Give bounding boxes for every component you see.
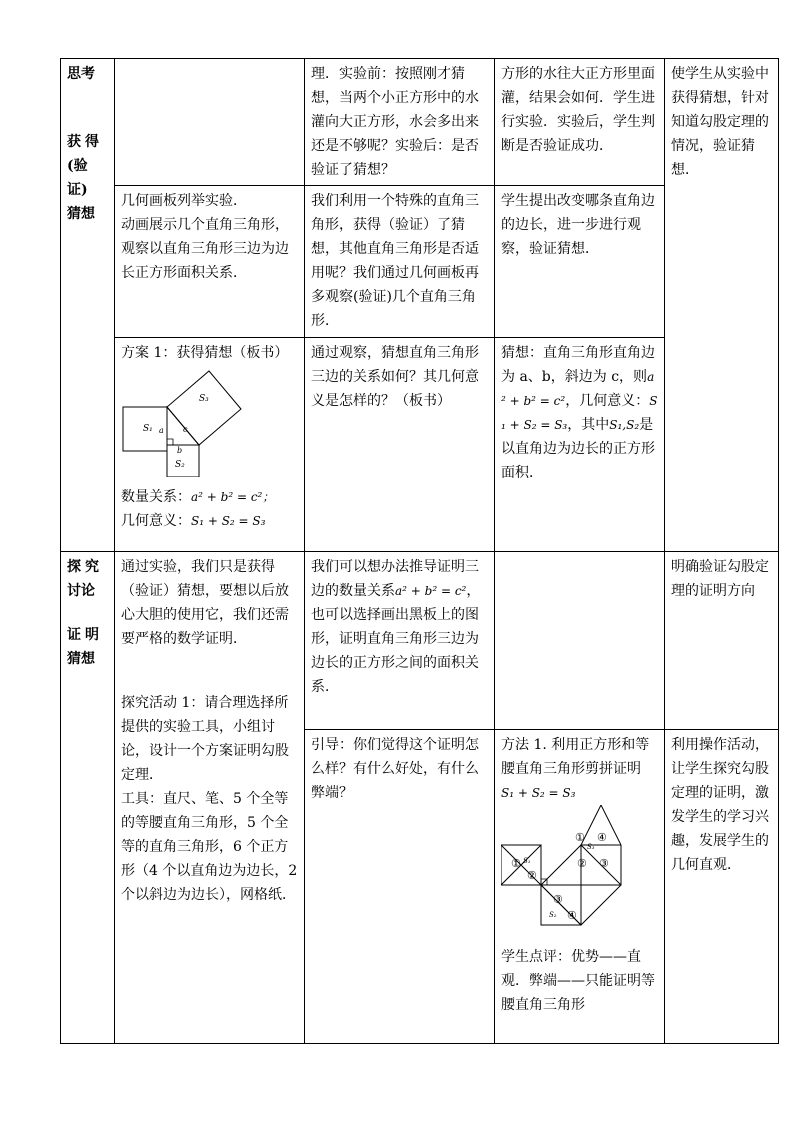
quantity-label: 数量关系： (121, 489, 191, 505)
teacher-cell (305, 552, 495, 730)
stage-text: 猜想 (67, 206, 95, 222)
student-cell (495, 338, 665, 552)
piece-4-label: ④ (597, 831, 607, 844)
teacher-text: 理．实验前：按照刚才猜想，当两个小正方形中的水灌向大正方形，水会多出来还是不够呢？实验后：是否验证了猜想？ (311, 66, 479, 178)
method-formula: S₁ + S₂ = S₃ (501, 786, 576, 800)
piece-2-label: ② (527, 869, 537, 882)
quantity-formula: a² + b² = c²； (191, 490, 275, 504)
geometric-formula: S₁ + S₂ = S₃ (191, 514, 266, 528)
teacher-text: 引导：你们觉得这个证明怎么样？有什么好处，有什么弊端？ (311, 737, 479, 801)
student-formula: S₁,S₂ (609, 418, 640, 432)
a-label: a (159, 426, 164, 435)
stage-text: 探究 (67, 559, 103, 575)
intent-cell (665, 59, 779, 552)
student-text: ，其中 (567, 417, 610, 433)
piece-3-label: ③ (553, 893, 563, 906)
pythagoras-squares-figure (121, 365, 299, 477)
piece-4-label: ④ (567, 909, 577, 922)
cut-paste-proof-figure (501, 805, 651, 937)
s3-label: S₃ (199, 394, 209, 404)
quantity-relation (121, 485, 298, 509)
geometric-label: 几何意义： (121, 513, 191, 529)
s3-label: S₃ (587, 843, 595, 851)
b-label: b (177, 446, 183, 455)
content-cell (115, 338, 305, 552)
student-formula: a² + b² = c² (501, 370, 655, 408)
student-cell (495, 552, 665, 730)
geometric-meaning (121, 509, 298, 533)
piece-1-label: ① (575, 831, 585, 844)
method-text: 方法 1. 利用正方形和等腰直角三角形剪拼证明 (501, 737, 650, 777)
piece-1-label: ① (511, 857, 521, 870)
s1-label: S₁ (143, 424, 153, 434)
piece-3-label: ③ (599, 857, 609, 870)
teacher-cell (305, 59, 495, 186)
stage-text: 获得 (67, 134, 103, 150)
content-text: 通过实验，我们只是获得（验证）猜想，要想以后放心大胆的使用它，我们还需要严格的数学证明． (121, 559, 289, 647)
c-label: c (183, 425, 188, 434)
table-row (61, 552, 779, 730)
stage-text: (验证) (67, 158, 88, 198)
s2-label: S₂ (549, 911, 557, 919)
student-text: 方形的水往大正方形里面灌，结果会如何．学生进行实验．实验后，学生判断是否验证成功． (501, 66, 655, 154)
stage-text: 猜想 (67, 651, 95, 667)
intent-text: 利用操作活动，让学生探究勾股定理的证明，激发学生的学习兴趣，发展学生的几何直观． (671, 737, 769, 873)
s2-label: S₂ (175, 460, 185, 470)
intent-text: 使学生从实验中获得猜想，针对知道勾股定理的情况，验证猜想． (671, 66, 769, 178)
student-text: ，几何意义： (565, 393, 650, 409)
student-cell (495, 186, 665, 338)
stage-text: 讨论 (67, 583, 95, 599)
s1-label: S₁ (523, 857, 531, 865)
piece-2-label: ② (577, 857, 587, 870)
student-text: 猜想：直角三角形直角边为 a、b，斜边为 c，则 (501, 345, 655, 385)
student-comment: 学生点评：优势——直观．弊端——只能证明等腰直角三角形 (501, 949, 655, 1013)
intent-text: 明确验证勾股定理的证明方向 (671, 559, 769, 599)
student-text: 是以直角边为边长的正方形面积． (501, 417, 655, 481)
student-text: 学生提出改变哪条直角边的边长，进一步进行观察，验证猜想． (501, 193, 655, 257)
intent-cell (665, 730, 779, 1044)
teacher-text: 我们可以想办法推导证明三边的数量关系 (311, 559, 479, 599)
student-cell (495, 730, 665, 1044)
stage-text: 证明 (67, 627, 103, 643)
content-cell (115, 59, 305, 186)
content-text: 动画展示几个直角三角形，观察以直角三角形三边为边长正方形面积关系． (121, 217, 289, 281)
lesson-plan-table (60, 58, 779, 1044)
student-cell (495, 59, 665, 186)
content-cell (115, 552, 305, 1044)
teacher-text: ，也可以选择画出黑板上的图形，证明直角三角形三边为边长的正方形之间的面积关系． (311, 583, 481, 695)
teacher-cell (305, 338, 495, 552)
activity-text: 探究活动 1：请合理选择所提供的实验工具，小组讨论，设计一个方案证明勾股定理． (121, 695, 289, 783)
teacher-formula: a² + b² = c² (395, 584, 467, 598)
content-cell (115, 186, 305, 338)
intent-cell (665, 552, 779, 730)
content-text: 几何画板列举实验． (121, 193, 247, 209)
teacher-cell (305, 730, 495, 1044)
teacher-text: 通过观察，猜想直角三角形三边的关系如何？其几何意义是怎样的？（板书） (311, 345, 479, 409)
tools-text: 工具：直尺、笔、5 个全等的等腰直角三角形，5 个全等的直角三角形，6 个正方形（4 个以直角边为边长，2 个以斜边为边长），网格纸． (121, 791, 298, 903)
stage-text: 思考 (67, 66, 95, 82)
teacher-text: 我们利用一个特殊的直角三角形，获得（验证）了猜想，其他直角三角形是否适用呢？我们通过几何画板再多观察(验证)几个直角三角形． (311, 193, 479, 329)
stage-cell-1 (61, 59, 115, 552)
plan-title: 方案 1：获得猜想（板书） (121, 345, 289, 361)
table-row (61, 59, 779, 186)
stage-cell-2 (61, 552, 115, 1044)
teacher-cell (305, 186, 495, 338)
student-formula: S₁ + S₂ = S₃ (501, 394, 658, 432)
